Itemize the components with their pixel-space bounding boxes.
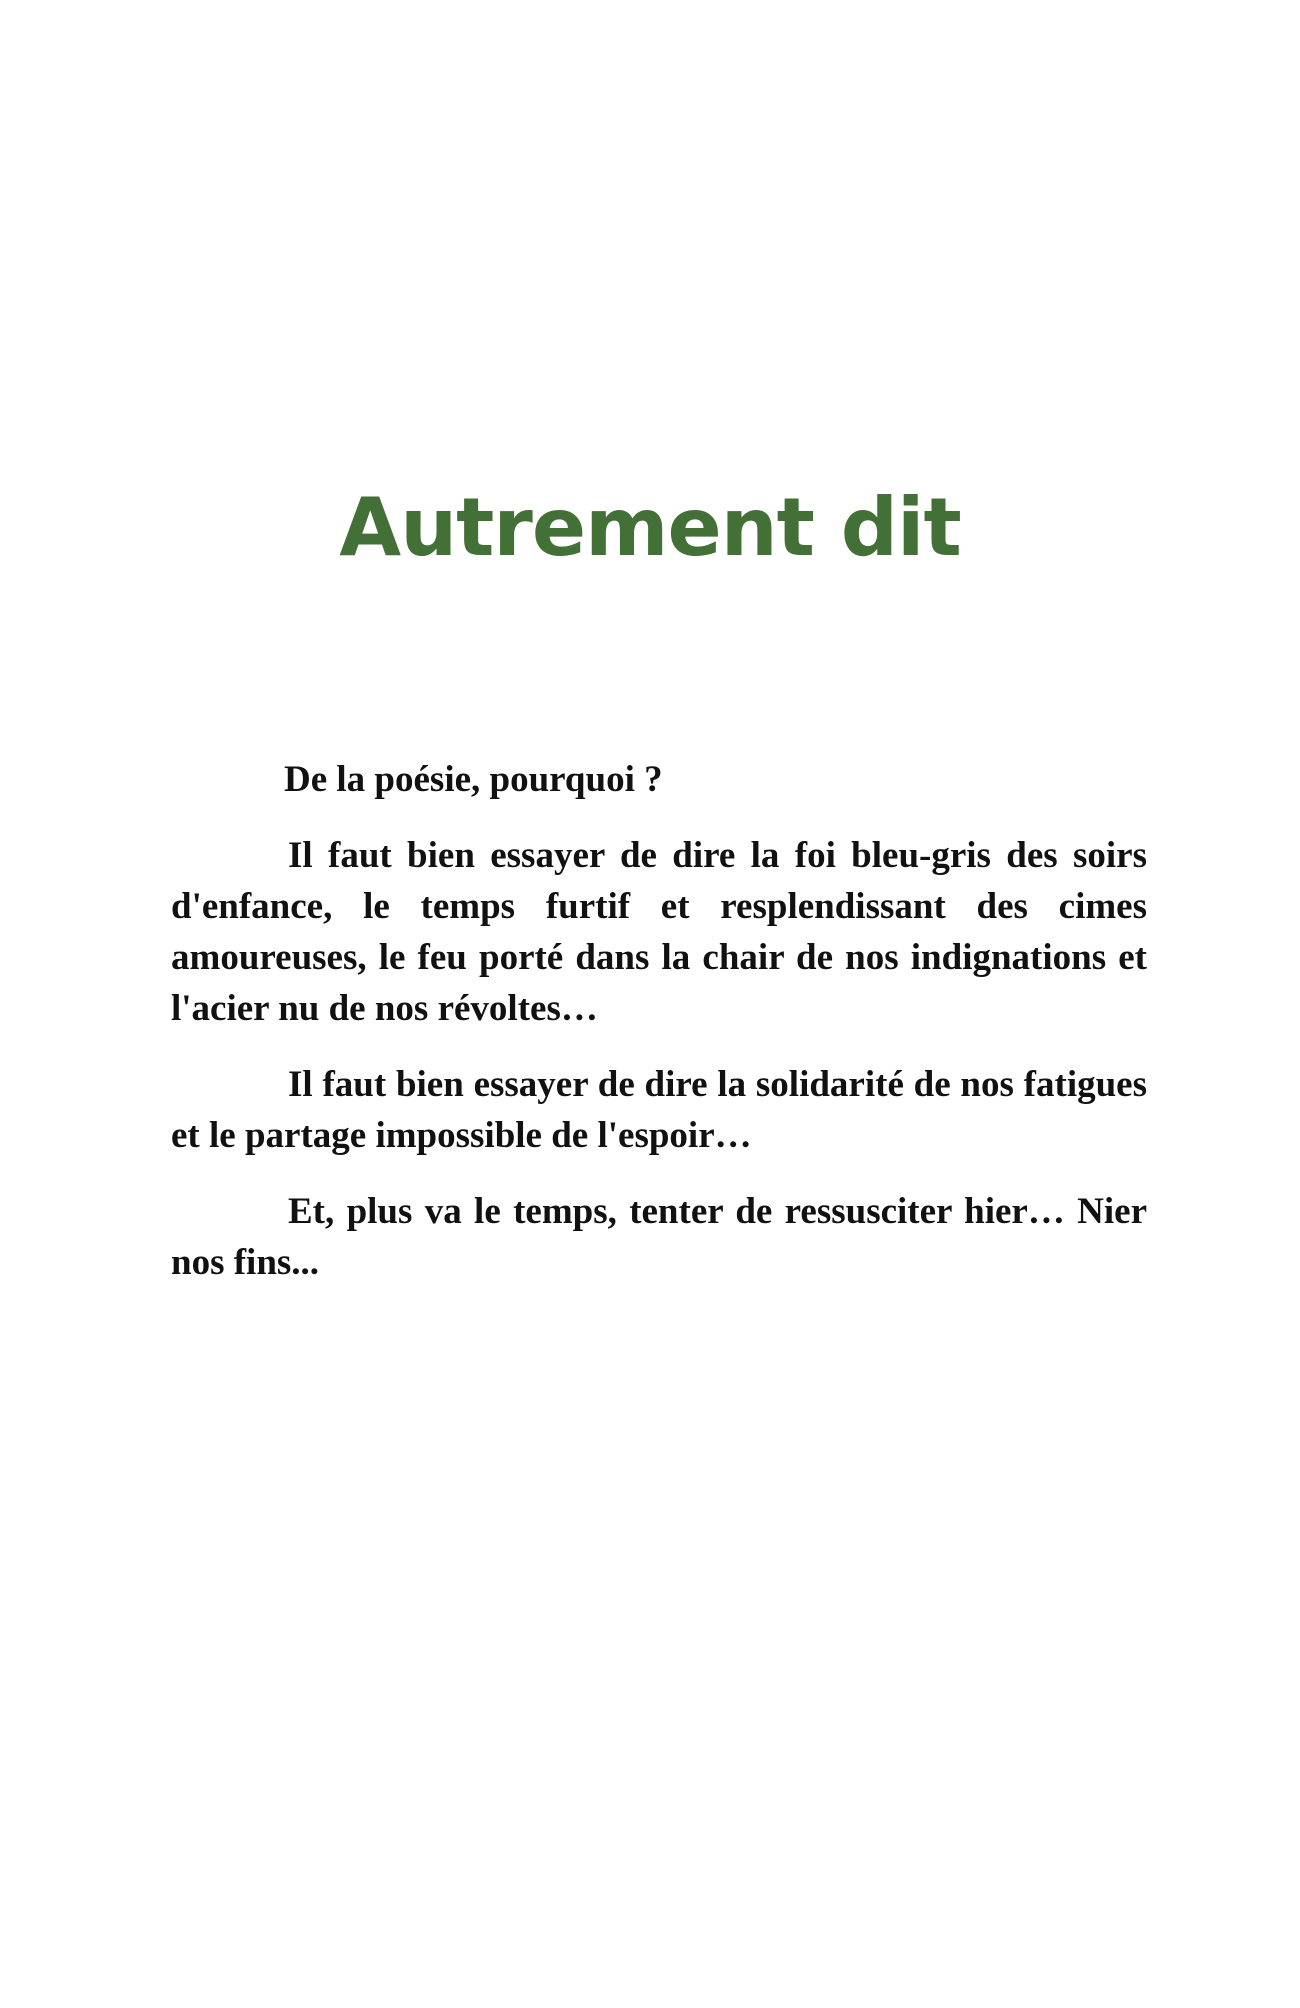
body-text <box>171 754 1147 1313</box>
page-title: Autrement dit <box>339 481 961 574</box>
paragraph-1: Il faut bien essayer de dire la foi bleu-gris des soirs d'enfance, le temps furtif et resplendissant des cimes amoureuses, le feu porté dans la chair de nos indignations et l'acier nu de nos révoltes… <box>171 835 1147 1029</box>
paragraph-2: Il faut bien essayer de dire la solidarité de nos fatigues et le partage impossible de l'espoir… <box>171 1064 1147 1156</box>
paragraph-3: Et, plus va le temps, tenter de ressusciter hier… Nier nos fins... <box>171 1191 1147 1283</box>
opening-question: De la poésie, pourquoi ? <box>284 759 663 800</box>
